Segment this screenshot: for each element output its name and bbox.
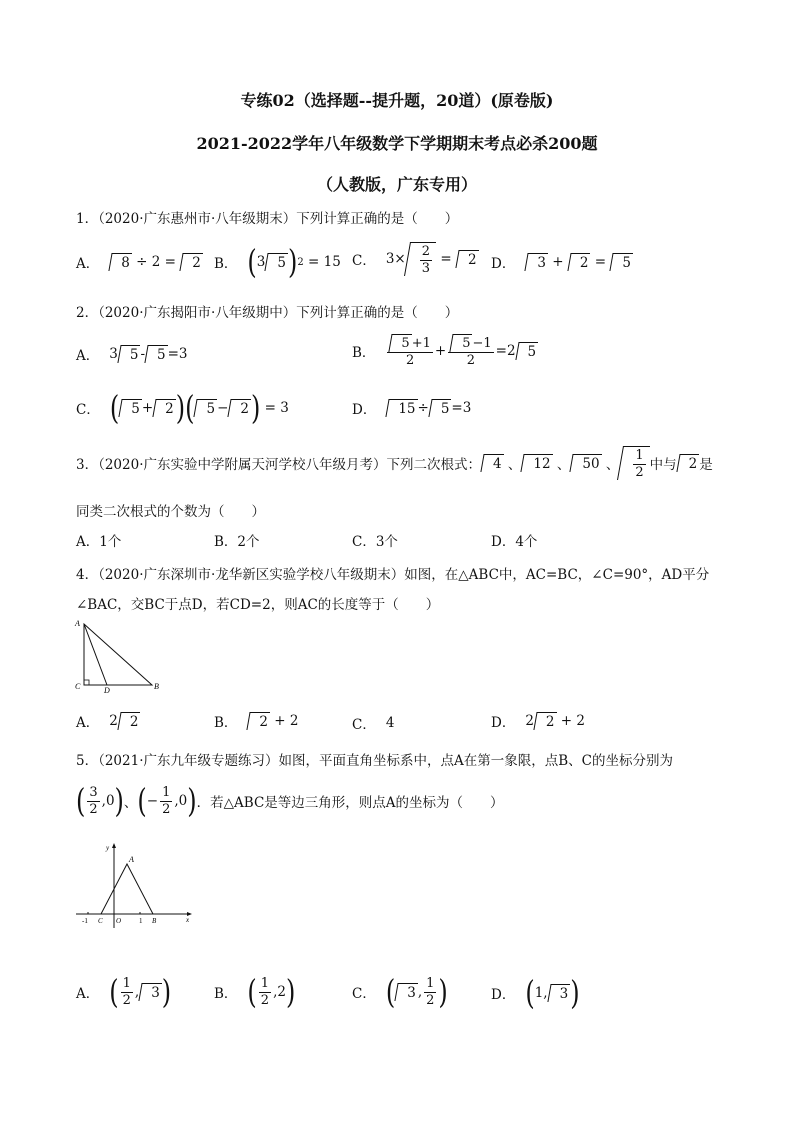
q1-option-a[interactable]: A． 8 ÷ 2 = 2: [76, 254, 201, 272]
q4-option-a[interactable]: A． 2 2: [76, 713, 139, 731]
option-label: B．: [214, 256, 238, 272]
vertex-label-d: D: [104, 686, 110, 694]
option-label: A．: [76, 715, 100, 731]
option-label: C．: [352, 717, 376, 733]
q5-option-c[interactable]: C． ( 3 , $\frac{1}{2}$ ): [352, 973, 448, 1011]
axis-label-x: x: [186, 916, 190, 924]
q5-stem-line-2: ( $\frac{3}{2}$ ,0 ) 、 ( − $\frac{1}{2}$ ,0 ) ．若△ABC是等边三角形，则点A的坐标为（ ）: [76, 782, 504, 820]
q5-coordinate-figure: [76, 840, 196, 930]
q4-triangle-figure: [72, 618, 162, 694]
option-label: B．: [214, 715, 238, 731]
option-label: D．: [491, 715, 516, 731]
option-label: C．: [352, 986, 376, 1003]
q2-option-c[interactable]: C． ( 5 + 2 ) ( 5 − 2 ) = 3: [76, 389, 289, 427]
q3-option-b[interactable]: B．2个: [214, 534, 260, 550]
axis-label-y: y: [106, 844, 110, 852]
option-label: A．: [76, 348, 100, 364]
q3-option-a[interactable]: A．1个: [76, 534, 122, 550]
option-label: D．: [491, 256, 516, 272]
vertex-label-a: A: [75, 619, 80, 628]
option-label: B．: [214, 986, 238, 1003]
q1-option-d[interactable]: D． 3 + 2 = 5: [491, 254, 631, 272]
option-label: D．: [352, 402, 377, 418]
q3-stem-line-2: 同类二次根式的个数为（ ）: [76, 504, 265, 520]
q3-stem: 3．（2020·广东实验中学附属天河学校八年级月考）下列二次根式： 4 、 12 、 50 、 $\frac{1}{2}$ 中与 2 是: [76, 448, 713, 480]
q1-option-b[interactable]: B． ( 3 5 ) 2 = 15: [214, 243, 341, 281]
q4-stem: 4．（2020·广东深圳市·龙华新区实验学校八年级期末）如图，在△ABC中，AC=BC，∠C=90°，AD平分: [76, 567, 710, 583]
q1-option-c[interactable]: C． 3× $\frac{2}{3}$ = 2: [352, 244, 477, 276]
title-line-3: （人教版，广东专用）: [316, 175, 477, 194]
vertex-label-a: A: [129, 855, 134, 864]
q5-option-a[interactable]: A． ( $\frac{1}{2}$ , 3 ): [76, 973, 172, 1011]
option-label: D．: [491, 987, 516, 1003]
q2-option-a[interactable]: A． 3 5 - 5 =3: [76, 346, 188, 364]
vertex-label-b: B: [152, 917, 157, 925]
vertex-label-b: B: [154, 682, 159, 691]
q2-option-b[interactable]: B． $\frac{5 +1}{2}$ + $\frac{5 -1}{2}$ =2 5: [352, 336, 537, 368]
q2-option-d[interactable]: D． 15 ÷ 5 =3: [352, 400, 472, 418]
option-label: B．: [352, 345, 376, 362]
q4-option-c[interactable]: C． 4: [352, 715, 395, 733]
q5-option-d[interactable]: D． ( 1, 3 ): [491, 974, 580, 1012]
option-label: C．: [352, 253, 376, 270]
q1-stem: 1．（2020·广东惠州市·八年级期末）下列计算正确的是（ ）: [76, 211, 459, 227]
title-line-2: 2021-2022学年八年级数学下学期期末考点必杀200题: [196, 134, 598, 153]
option-label: C．: [76, 402, 100, 418]
q3-option-d[interactable]: D．4个: [491, 534, 538, 550]
q5-stem: 5．（2021·广东九年级专题练习）如图，平面直角坐标系中，点A在第一象限，点B、C的坐标分别为: [76, 753, 673, 769]
origin-label: O: [116, 917, 122, 925]
q2-stem: 2．（2020·广东揭阳市·八年级期中）下列计算正确的是（ ）: [76, 305, 459, 321]
option-label: A．: [76, 256, 100, 272]
tick-label-1: 1: [139, 917, 143, 925]
q3-option-c[interactable]: C．3个: [352, 534, 398, 550]
option-label: A．: [76, 986, 100, 1003]
tick-label-neg1: -1: [82, 917, 88, 925]
vertex-label-c: C: [75, 682, 81, 691]
q4-option-d[interactable]: D． 2 2 + 2: [491, 713, 585, 731]
q4-stem-line-2: ∠BAC，交BC于点D，若CD=2，则AC的长度等于（ ）: [76, 597, 440, 613]
vertex-label-c: C: [98, 917, 103, 925]
title-line-1: 专练02（选择题--提升题，20道）(原卷版): [240, 91, 554, 110]
q4-option-b[interactable]: B． 2 + 2: [214, 713, 299, 731]
q5-option-b[interactable]: B． ( $\frac{1}{2}$ ,2 ): [214, 973, 296, 1011]
